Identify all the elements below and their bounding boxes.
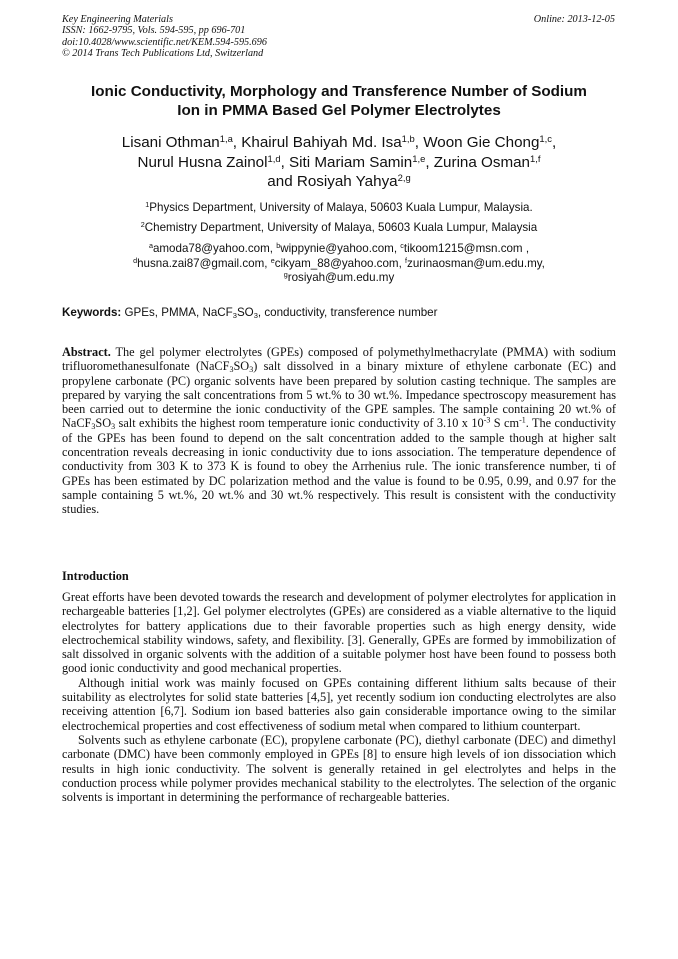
author-name: Lisani Othman [121, 134, 220, 151]
title-line-2: Ion in PMMA Based Gel Polymer Electrolytes [177, 102, 501, 119]
author-separator: , [280, 153, 290, 171]
exponent: -3 [483, 416, 491, 426]
email-address: rosiyah@um.edu.my [287, 271, 395, 285]
keywords [62, 306, 616, 320]
issn-line: ISSN: 1662-9795, Vols. 594-595, pp 696-701 [62, 25, 246, 37]
affiliation-text: Physics Department, University of Malaya, 50603 Kuala Lumpur, Malaysia. [149, 201, 533, 214]
author-name: and Rosiyah Yahya [267, 173, 398, 190]
journal-name: Key Engineering Materials [62, 14, 173, 25]
abstract-label: Abstract. [62, 345, 111, 359]
affiliation-mark: 2 [140, 220, 145, 230]
abstract-text: The gel polymer electrolytes (GPEs) composed of polymethylmethacrylate (PMMA) with sodium trifluoromethanesulfonate (NaCF [62, 345, 616, 374]
subscript: 3 [91, 422, 96, 432]
affiliation-chemistry [62, 221, 616, 235]
author-line-3 [62, 172, 616, 192]
abstract-text: S cm [490, 416, 520, 431]
abstract-text: SO [233, 359, 250, 374]
paper-title [62, 82, 616, 120]
author-affiliation-mark: 1,a [219, 132, 233, 144]
author-name: Khairul Bahiyah Md. Isa [241, 134, 402, 151]
email-address: tikoom1215@msn.com , [403, 242, 530, 255]
email-address: amoda78@yahoo.com, [152, 242, 277, 255]
email-mark: g [283, 270, 288, 280]
subscript: 3 [232, 310, 237, 320]
introduction-heading: Introduction [62, 569, 129, 583]
author-separator: , [414, 134, 424, 151]
email-mark: e [270, 255, 275, 265]
author-separator: , [551, 134, 557, 151]
author-emails [62, 242, 616, 286]
doi-line: doi:10.4028/www.scientific.net/KEM.594-595.696 [62, 36, 267, 48]
email-address: cikyam_88@yahoo.com, [274, 256, 406, 270]
email-mark: d [133, 255, 138, 265]
email-address: zurinaosman@um.edu.my, [407, 256, 545, 270]
online-date: Online: 2013-12-05 [533, 14, 615, 25]
email-mark: a [148, 241, 153, 251]
author-name: Woon Gie Chong [423, 134, 540, 151]
subscript: 3 [253, 310, 258, 320]
author-affiliation-mark: 1,b [401, 132, 415, 144]
author-affiliation-mark: 1,e [412, 152, 426, 164]
introduction-body [62, 590, 616, 804]
title-line-1: Ionic Conductivity, Morphology and Transference Number of Sodium [91, 83, 587, 100]
paragraph: Although initial work was mainly focused on GPEs containing different lithium salts because of their suitability as electrolytes for solid state batteries [4,5], yet recently sodium ion conducting electrolytes are also receiving attention [6,7]. Sodium ion based batteries also gain considerable importance owing to the similar electrochemical properties and cost effectiveness of sodium metal when compared to lithium counterpart. [62, 675, 616, 733]
subscript: 3 [249, 365, 254, 375]
email-mark: c [400, 241, 404, 251]
copyright-line: © 2014 Trans Tech Publications Ltd, Switzerland [62, 48, 264, 60]
exponent: -1 [519, 416, 526, 426]
author-affiliation-mark: 1,c [539, 132, 552, 144]
journal-header [62, 14, 267, 60]
abstract-text: . The conductivity of the GPEs has been found to depend on the salt concentration added to the sample though at higher salt concentration reveals decreasing in ionic conductivity due to ions association. The temperature dependence of conductivity from 303 K to 373 K is found to obey the Arrhenius rule. The ionic transference number, ti of GPEs has been estimated by DC polarization method and the value is found to be 0.95, 0.99, and 0.97 for the sample containing 5 wt.%, 20 wt.% and 30 wt.% respectively. This result is consistent with the conductivity studies. [62, 416, 617, 517]
paragraph: Great efforts have been devoted towards the research and development of polymer electrolytes for application in rechargeable batteries [1,2]. Gel polymer electrolytes (GPEs) are considered as a viable alternative to the liquid electrolytes for battery applications due to their favorable properties such as high energy density, wide electrochemical stability windows, safety, and flexibility. [3]. Generally, GPEs are formed by immobilization of salt dissolved in organic solvents with the addition of a suitable polymer host have been found to possess both good ionic conductivity and good mechanical properties. [62, 590, 616, 676]
abstract [62, 345, 616, 517]
paragraph: Solvents such as ethylene carbonate (EC), propylene carbonate (PC), diethyl carbonate (DEC) and dimethyl carbonate (DMC) have been commonly employed in GPEs [8] to ensure high levels of ion dissociation which results in high ionic conductivity. The solvent is generally retained in gel electrolytes and helps in the conduction process while polymer provides mechanical stability to the electrolytes. The selection of the organic solvents is important in determining the performance of rechargeable batteries. [62, 732, 616, 805]
abstract-text: ) salt dissolved in a binary mixture of ethylene carbonate (EC) and propylene carbonate (PC) organic solvents have been prepared by solution casting technique. The samples are prepared by varying the salt concentrations from 5 wt.% to 30 wt.%. Impedance spectroscopy measurement has been carried out to determine the ionic conductivity of the GPE samples. The sample containing 20 wt.% of NaCF [62, 359, 616, 431]
email-mark: f [405, 255, 408, 265]
email-line-3 [62, 271, 616, 286]
author-separator: , [232, 134, 242, 151]
affiliation-physics [62, 201, 616, 215]
author-line-2 [62, 153, 616, 173]
keywords-text: SO [236, 306, 254, 319]
author-line-1 [62, 133, 616, 153]
author-list [62, 133, 616, 192]
author-name: Siti Mariam Samin [289, 153, 413, 171]
email-line-1 [62, 242, 616, 257]
email-line-2 [62, 257, 616, 272]
affiliation-mark: 1 [145, 200, 150, 210]
email-address: husna.zai87@gmail.com, [137, 256, 271, 270]
author-name: Nurul Husna Zainol [137, 153, 268, 171]
abstract-text: SO [95, 416, 112, 431]
keywords-text: , conductivity, transference number [257, 306, 438, 319]
author-affiliation-mark: 1,f [530, 152, 541, 164]
affiliation-text: Chemistry Department, University of Malaya, 50603 Kuala Lumpur, Malaysia [144, 221, 538, 234]
keywords-label: Keywords: [62, 306, 122, 319]
abstract-text: salt exhibits the highest room temperature ionic conductivity of 3.10 x 10 [115, 416, 484, 431]
email-mark: b [276, 241, 281, 251]
subscript: 3 [229, 365, 234, 375]
keywords-text: GPEs, PMMA, NaCF [121, 306, 233, 319]
author-affiliation-mark: 2,g [397, 171, 411, 183]
author-separator: , [425, 153, 434, 171]
email-address: wippynie@yahoo.com, [280, 242, 401, 255]
author-name: Zurina Osman [433, 153, 531, 171]
author-affiliation-mark: 1,d [267, 152, 281, 164]
subscript: 3 [111, 422, 116, 432]
